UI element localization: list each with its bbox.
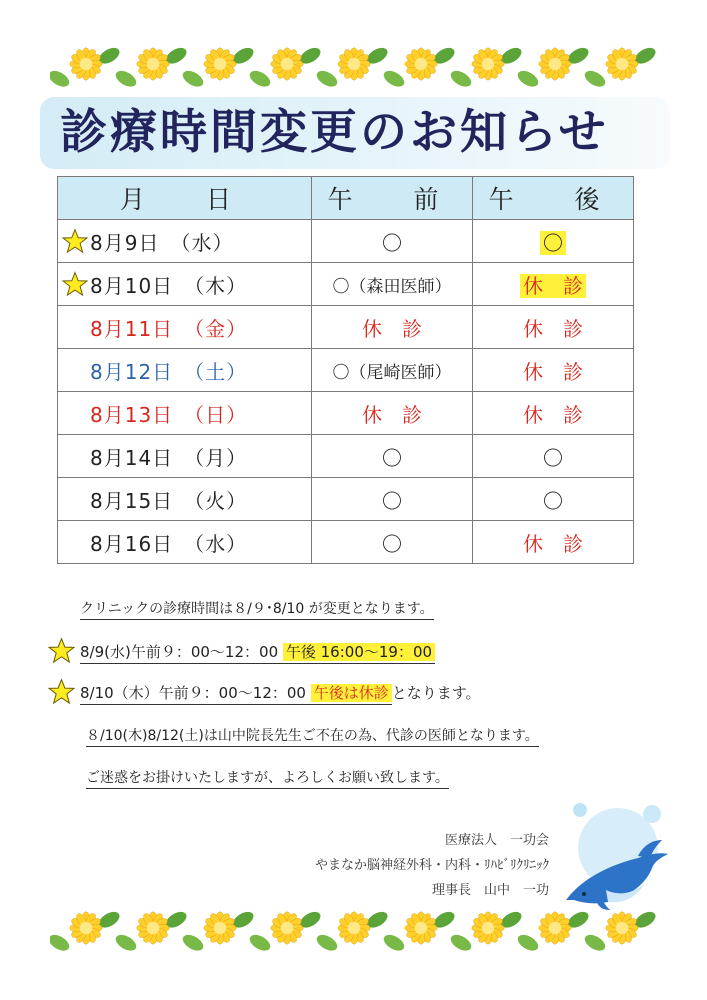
note-line-1: クリニックの診療時間は８/９･8/10 が変更となります。 bbox=[80, 598, 434, 618]
signature-director: 理事長 山中 一功 bbox=[431, 883, 549, 898]
note-line-5: ご迷惑をお掛けいたしますが、よろしくお願い致します。 bbox=[86, 767, 449, 787]
sunflower-icon bbox=[582, 909, 658, 954]
row-am: 休 診 bbox=[312, 306, 473, 349]
star-icon bbox=[48, 637, 75, 664]
note-line-2: 8/9(水)午前９：00～12：00 午後 16:00～19：00 bbox=[80, 641, 435, 662]
sunflower-icon bbox=[113, 45, 189, 88]
star-icon bbox=[62, 271, 88, 297]
row-am: 〇（森田医師） bbox=[312, 263, 473, 306]
sunflower-icon bbox=[515, 45, 591, 88]
row-am: 〇 bbox=[312, 220, 473, 263]
row-pm: 休 診 bbox=[473, 306, 634, 349]
table-row bbox=[58, 521, 634, 564]
sunflower-icon bbox=[314, 45, 390, 88]
sunflower-icon bbox=[582, 45, 658, 88]
header-am: 午 前 bbox=[312, 177, 473, 220]
table-row bbox=[58, 435, 634, 478]
signature-block bbox=[315, 828, 549, 903]
page-title: 診療時間変更のお知らせ bbox=[60, 105, 609, 160]
signature-clinic: やまなか脳神経外科・内科・ﾘﾊﾋﾞﾘｸﾘﾆｯｸ bbox=[314, 858, 549, 873]
sunflower-icon bbox=[180, 909, 256, 954]
signature-org: 医療法人 一功会 bbox=[444, 833, 549, 848]
row-pm: 〇 bbox=[473, 478, 634, 521]
row-date: 8月15日 （火） bbox=[58, 478, 312, 521]
table-row bbox=[58, 220, 634, 263]
star-icon bbox=[62, 228, 88, 254]
sunflower-icon bbox=[50, 909, 122, 954]
row-date: 8月10日 （木） bbox=[58, 263, 312, 306]
sunflower-icon bbox=[113, 909, 189, 954]
note-line-3: 8/10（木）午前９：00～12：00 午後は休診 となります。 bbox=[80, 682, 481, 703]
row-date: 8月9日 （水） bbox=[58, 220, 312, 263]
row-am: 〇 bbox=[312, 435, 473, 478]
note-line-2-highlight: 午後 16:00～19：00 bbox=[283, 643, 435, 661]
sunflower-icon bbox=[381, 45, 457, 88]
row-pm: 休 診 bbox=[473, 349, 634, 392]
row-am: 〇（尾崎医師） bbox=[312, 349, 473, 392]
dolphin-icon bbox=[556, 796, 680, 914]
sunflower-icon bbox=[247, 909, 323, 954]
row-am: 〇 bbox=[312, 521, 473, 564]
row-am: 〇 bbox=[312, 478, 473, 521]
table-row bbox=[58, 349, 634, 392]
sunflower-icon bbox=[314, 909, 390, 954]
schedule-table bbox=[57, 176, 634, 564]
row-pm: 休 診 bbox=[473, 392, 634, 435]
row-pm bbox=[473, 263, 634, 306]
sunflower-border-bottom bbox=[50, 900, 660, 956]
row-date: 8月13日 （日） bbox=[58, 392, 312, 435]
row-date: 8月11日 （金） bbox=[58, 306, 312, 349]
row-date: 8月14日 （月） bbox=[58, 435, 312, 478]
sunflower-icon bbox=[50, 45, 122, 88]
row-date: 8月12日 （土） bbox=[58, 349, 312, 392]
note-line-4: ８/10(木)8/12(土)は山中院長先生ご不在の為、代診の医師となります。 bbox=[86, 725, 539, 745]
table-header-row bbox=[58, 177, 634, 220]
row-am: 休 診 bbox=[312, 392, 473, 435]
table-row bbox=[58, 478, 634, 521]
table-row bbox=[58, 306, 634, 349]
row-date: 8月16日 （水） bbox=[58, 521, 312, 564]
note-line-3-highlight: 午後は休診 bbox=[311, 684, 392, 702]
table-row bbox=[58, 392, 634, 435]
sunflower-icon bbox=[448, 45, 524, 88]
header-date: 月 日 bbox=[58, 177, 312, 220]
row-pm-highlight: 休 診 bbox=[520, 274, 586, 298]
row-pm-highlight: 〇 bbox=[540, 231, 566, 255]
row-pm bbox=[473, 220, 634, 263]
row-pm: 休 診 bbox=[473, 521, 634, 564]
header-pm: 午 後 bbox=[473, 177, 634, 220]
sunflower-icon bbox=[381, 909, 457, 954]
sunflower-icon bbox=[180, 45, 256, 88]
sunflower-icon bbox=[515, 909, 591, 954]
table-row bbox=[58, 263, 634, 306]
star-icon bbox=[48, 678, 75, 705]
sunflower-border-top bbox=[50, 40, 660, 88]
sunflower-icon bbox=[247, 45, 323, 88]
sunflower-icon bbox=[448, 909, 524, 954]
row-pm: 〇 bbox=[473, 435, 634, 478]
